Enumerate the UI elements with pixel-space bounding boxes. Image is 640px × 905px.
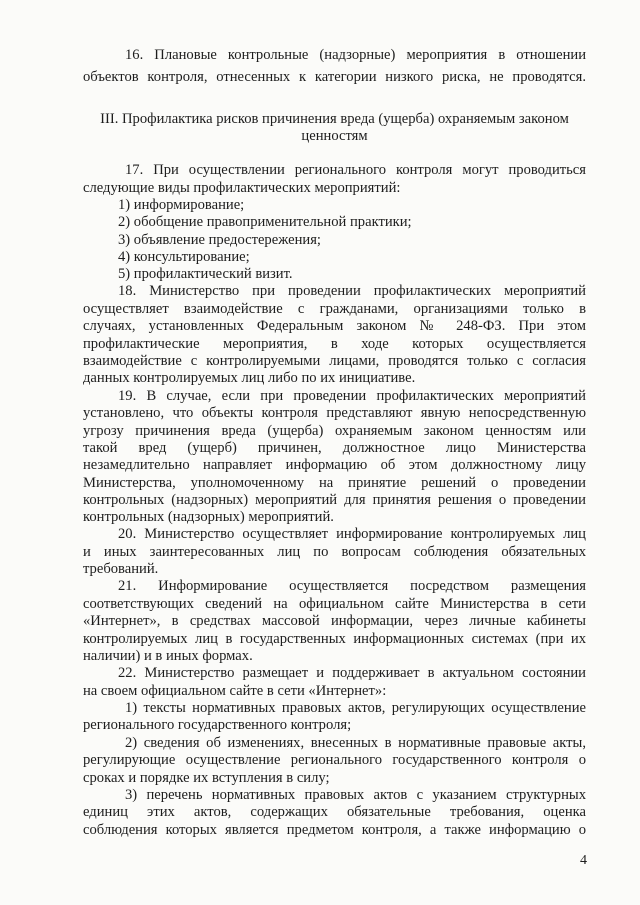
text-line: профилактические мероприятия, в ходе которых осуществляется <box>83 336 586 352</box>
text-line: такой вред (ущерб) причинен, должностное лицо Министерства <box>83 440 586 456</box>
list-item: 5) профилактический визит. <box>118 266 293 282</box>
text-line: контролируемых лиц в государственных информационных системах (при их <box>83 631 586 647</box>
text-line: объектов контроля, отнесенных к категории низкого риска, не проводятся. <box>83 69 586 85</box>
text-line: требований. <box>83 561 159 577</box>
text-line: контрольных (надзорных) мероприятий. <box>83 509 334 525</box>
text-line: Министерства, уполномоченному на принятие решений о проведении <box>83 475 586 491</box>
text-line: регулирующие осуществление регионального государственного контроля о <box>83 752 586 768</box>
text-line: 17. При осуществлении регионального контроля могут проводиться <box>125 162 586 178</box>
text-line: следующие виды профилактических мероприятий: <box>83 180 401 196</box>
text-line: регионального государственного контроля; <box>83 717 352 733</box>
text-line: осуществляет взаимодействие с гражданами, организациями только в <box>83 301 586 317</box>
text-line: установлено, что объекты контроля представляют явную непосредственную <box>83 405 586 421</box>
text-line: соответствующих сведений на официальном сайте Министерства в сети <box>83 596 586 612</box>
text-line: данных контролируемых лиц либо по их инициативе. <box>83 370 416 386</box>
text-line: 21. Информирование осуществляется посредством размещения <box>118 578 586 594</box>
section-heading: III. Профилактика рисков причинения вреда (ущерба) охраняемым законом <box>100 111 569 127</box>
text-line: 3) перечень нормативных правовых актов с указанием структурных <box>125 787 586 803</box>
text-line: 1) тексты нормативных правовых актов, регулирующих осуществление <box>125 700 586 716</box>
text-line: взаимодействие с контролируемыми лицами, проводятся только с согласия <box>83 353 586 369</box>
text-line: единиц этих актов, содержащих обязательные требования, оценка <box>83 804 586 820</box>
text-line: сроках и порядке их вступления в силу; <box>83 770 330 786</box>
list-item: 4) консультирование; <box>118 249 250 265</box>
text-line: 18. Министерство при проведении профилактических мероприятий <box>118 283 586 299</box>
list-item: 3) объявление предостережения; <box>118 232 321 248</box>
text-line: 20. Министерство осуществляет информирование контролируемых лиц <box>118 526 586 542</box>
text-line: 2) сведения об изменениях, внесенных в нормативные правовые акты, <box>125 735 586 751</box>
list-item: 1) информирование; <box>118 197 245 213</box>
text-line: 19. В случае, если при проведении профилактических мероприятий <box>118 388 586 404</box>
text-line: на своем официальном сайте в сети «Интернет»: <box>83 683 387 699</box>
text-line: контрольных (надзорных) мероприятий для принятия решения о проведении <box>83 492 586 508</box>
section-heading: ценностям <box>301 128 368 144</box>
page-number: 4 <box>580 853 587 868</box>
text-line: незамедлительно направляет информацию об этом должностному лицу <box>83 457 586 473</box>
text-line: угрозу причинения вреда (ущерба) охраняемым законом ценностям или <box>83 423 586 439</box>
text-line: «Интернет», в средствах массовой информации, через личные кабинеты <box>83 613 586 629</box>
text-line: и иных заинтересованных лиц по вопросам соблюдения обязательных <box>83 544 586 560</box>
text-line: наличии) и в иных формах. <box>83 648 253 664</box>
list-item: 2) обобщение правоприменительной практики; <box>118 214 412 230</box>
text-line: случаях, установленных Федеральным законом № 248-ФЗ. При этом <box>83 318 586 334</box>
text-line: 16. Плановые контрольные (надзорные) мероприятия в отношении <box>125 47 586 63</box>
text-line: соблюдения которых является предметом контроля, а также информацию о <box>83 822 586 838</box>
text-line: 22. Министерство размещает и поддерживает в актуальном состоянии <box>118 665 586 681</box>
